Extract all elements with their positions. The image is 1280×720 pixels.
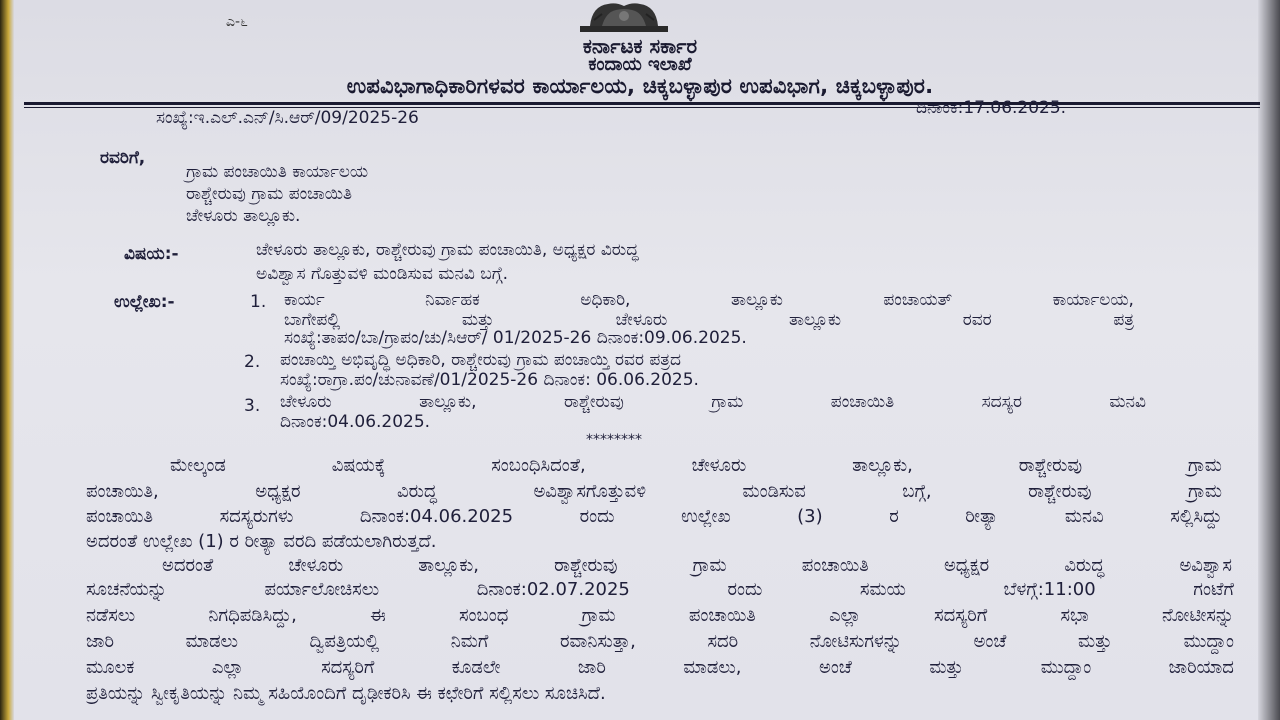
reference-item-line: ಸಂಖ್ಯೆ:ರಾಗ್ರಾ.ಪಂ/ಚುನಾವಣೆ/01/2025-26 ದಿನಾಂಕ: 06.06.2025.	[280, 370, 699, 390]
reference-item-line: ಚೇಳೂರು ತಾಲ್ಲೂಕು, ರಾಶ್ಚೇರುವು ಗ್ರಾಮ ಪಂಚಾಯಿತಿ ಸದಸ್ಯರ ಮನವಿ	[280, 392, 1146, 412]
reference-item-line: ಕಾರ್ಯ ನಿರ್ವಾಹಕ ಅಧಿಕಾರಿ, ತಾಲ್ಲೂಕು ಪಂಚಾಯತ್ ಕಾರ್ಯಾಲಯ,	[284, 290, 1134, 310]
page-right-edge	[1258, 0, 1280, 720]
reference-item-line: ಪಂಚಾಯ್ತಿ ಅಭಿವೃದ್ಧಿ ಅಧಿಕಾರಿ, ರಾಶ್ಚೇರುವು ಗ್ರಾಮ ಪಂಚಾಯ್ತಿ ರವರ ಪತ್ರದ	[280, 350, 681, 370]
body-line: ನಡೆಸಲು ನಿಗಧಿಪಡಿಸಿದ್ದು, ಈ ಸಂಬಂಧ ಗ್ರಾಮ ಪಂಚಾಯಿತಿ ಎಲ್ಲಾ ಸದಸ್ಯರಿಗೆ ಸಭಾ ನೋಟೀಸನ್ನು	[86, 605, 1234, 626]
recipient-line: ಗ್ರಾಮ ಪಂಚಾಯಿತಿ ಕಾರ್ಯಾಲಯ	[186, 162, 369, 182]
body-line: ಮೂಲಕ ಎಲ್ಲಾ ಸದಸ್ಯರಿಗೆ ಕೂಡಲೇ ಜಾರಿ ಮಾಡಲು, ಅಂಚೆ ಮತ್ತು ಮುದ್ದಾಂ ಜಾರಿಯಾದ	[86, 657, 1234, 678]
body-line: ಸೂಚನೆಯನ್ನು ಪರ್ಯಾಲೋಚಿಸಲು ದಿನಾಂಕ:02.07.2025 ರಂದು ಸಮಯ ಬೆಳಗ್ಗೆ:11:00 ಗಂಟೆಗೆ	[86, 579, 1234, 600]
reference-item-number: 3.	[244, 396, 261, 416]
header-office: ಉಪವಿಭಾಗಾಧಿಕಾರಿಗಳವರ ಕಾರ್ಯಾಲಯ, ಚಿಕ್ಕಬಳ್ಳಾಪುರ ಉಪವಿಭಾಗ, ಚಿಕ್ಕಬಳ್ಳಾಪುರ.	[346, 74, 934, 98]
body-line: ಮೇಲ್ಕಂಡ ವಿಷಯಕ್ಕೆ ಸಂಬಂಧಿಸಿದಂತೆ, ಚೇಳೂರು ತಾಲ್ಲೂಕು, ರಾಶ್ಚೇರುವು ಗ್ರಾಮ	[170, 455, 1222, 476]
body-line: ಪಂಚಾಯಿತಿ, ಅಧ್ಯಕ್ಷರ ವಿರುದ್ಧ ಅವಿಶ್ವಾಸಗೊತ್ತುವಳಿ ಮಂಡಿಸುವ ಬಗ್ಗೆ, ರಾಶ್ಚೇರುವು ಗ್ರಾಮ	[86, 481, 1222, 502]
separator: ********	[586, 432, 642, 448]
subject-label: ವಿಷಯ:-	[124, 244, 179, 264]
body-line: ಅದರಂತೆ ಉಲ್ಲೇಖ (1) ರ ರೀತ್ಯಾ ವರದಿ ಪಡೆಯಲಾಗಿರುತ್ತದೆ.	[86, 531, 437, 552]
body-line: ಪ್ರತಿಯನ್ನು ಸ್ವೀಕೃತಿಯನ್ನು ನಿಮ್ಮ ಸಹಿಯೊಂದಿಗೆ ದೃಢೀಕರಿಸಿ ಈ ಕಛೇರಿಗೆ ಸಲ್ಲಿಸಲು ಸೂಚಿಸಿದೆ.	[86, 683, 606, 704]
body-line: ಜಾರಿ ಮಾಡಲು ದ್ವಿಪತ್ರಿಯಲ್ಲಿ ನಿಮಗೆ ರವಾನಿಸುತ್ತಾ, ಸದರಿ ನೋಟಿಸುಗಳನ್ನು ಅಂಚೆ ಮತ್ತು ಮುದ್ದಾಂ	[86, 631, 1234, 652]
body-line: ಪಂಚಾಯಿತಿ ಸದಸ್ಯರುಗಳು ದಿನಾಂಕ:04.06.2025 ರಂದು ಉಲ್ಲೇಖ (3) ರ ರೀತ್ಯಾ ಮನವಿ ಸಲ್ಲಿಸಿದ್ದು	[86, 506, 1222, 527]
reference-item-line: ಸಂಖ್ಯೆ:ತಾಪಂ/ಬಾ/ಗ್ರಾಪಂ/ಚು/ಸಿಆರ್/ 01/2025-26 ದಿನಾಂಕ:09.06.2025.	[284, 328, 747, 348]
recipient-label: ರವರಿಗೆ,	[100, 148, 146, 168]
header-department: ಕಂದಾಯ ಇಲಾಖೆ	[588, 54, 692, 75]
subject-line: ಚೇಳೂರು ತಾಲ್ಲೂಕು, ರಾಶ್ಚೇರುವು ಗ್ರಾಮ ಪಂಚಾಯಿತಿ, ಅಧ್ಯಕ್ಷರ ವಿರುದ್ಧ	[256, 240, 639, 260]
recipient-line: ರಾಶ್ಚೇರುವು ಗ್ರಾಮ ಪಂಚಾಯಿತಿ	[186, 184, 353, 204]
body-line: ಅದರಂತೆ ಚೇಳೂರು ತಾಲ್ಲೂಕು, ರಾಶ್ಚೇರುವು ಗ್ರಾಮ ಪಂಚಾಯಿತಿ ಅಧ್ಯಕ್ಷರ ವಿರುದ್ಧ ಅವಿಶ್ವಾಸ	[162, 555, 1232, 576]
references-label: ಉಲ್ಲೇಖ:-	[114, 292, 175, 312]
reference-number: ಸಂಖ್ಯೆ:ಇ.ಎಲ್.ಎನ್/ಸಿ.ಆರ್/09/2025-26	[156, 108, 419, 128]
reference-item-number: 2.	[244, 352, 261, 372]
header-government: ಕರ್ನಾಟಕ ಸರ್ಕಾರ	[582, 34, 698, 58]
reference-item-number: 1.	[250, 292, 267, 312]
subject-line: ಅವಿಶ್ವಾಸ ಗೊತ್ತುವಳಿ ಮಂಡಿಸುವ ಮನವಿ ಬಗ್ಗೆ.	[256, 264, 509, 284]
reference-item-line: ದಿನಾಂಕ:04.06.2025.	[280, 412, 431, 432]
state-emblem-icon	[572, 0, 676, 34]
corner-handwritten-mark: ಎ-೬	[226, 14, 248, 30]
letter-date: ದಿನಾಂಕ:17.06.2025.	[916, 98, 1067, 118]
header-rule	[24, 102, 1260, 105]
reference-item-line: ಬಾಗೇಪಲ್ಲಿ ಮತ್ತು ಚೇಳೂರು ತಾಲ್ಲೂಕು ರವರ ಪತ್ರ	[284, 310, 1134, 330]
recipient-line: ಚೇಳೂರು ತಾಲ್ಲೂಕು.	[186, 206, 301, 226]
page-left-edge	[0, 0, 14, 720]
